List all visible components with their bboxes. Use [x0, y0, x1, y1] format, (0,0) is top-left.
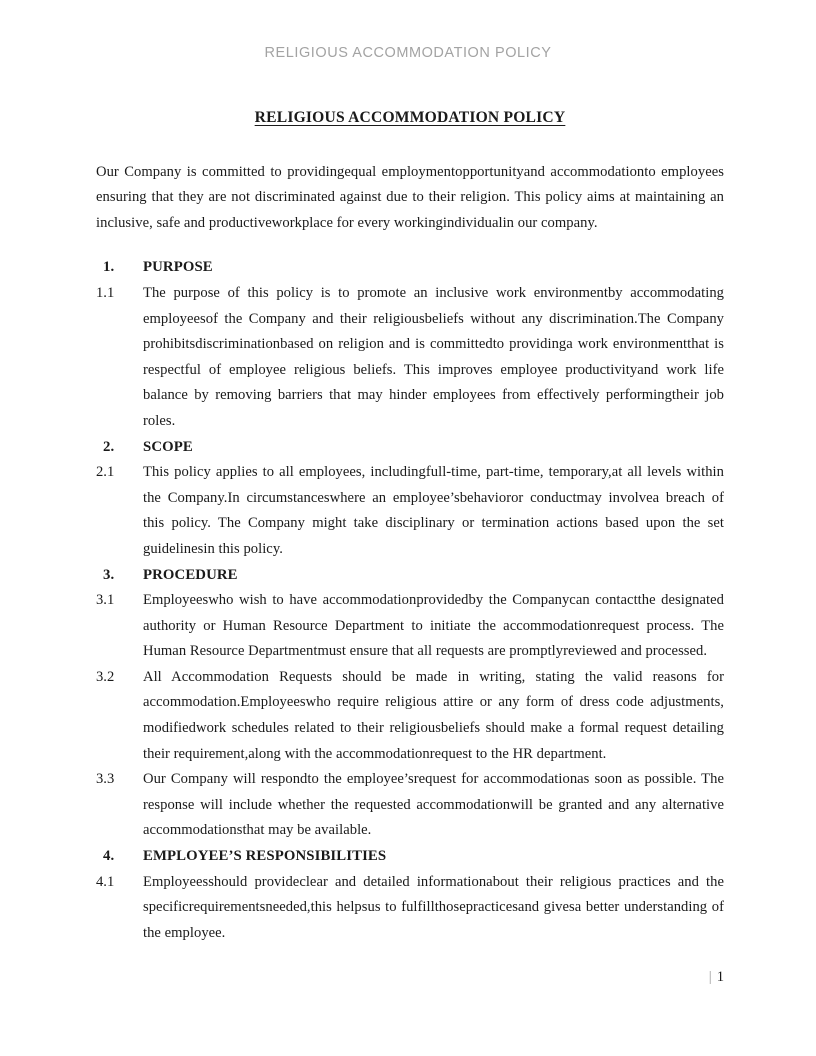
section-label: SCOPE — [143, 438, 193, 455]
clause-text: Employeeswho wish to have accommodationprovidedby the Companycan contactthe designated authority or Human Resource Department to initiate the accommodationrequest process. The Human Resource Departmentmust ensure that all requests are promptlyreviewed and processed. — [143, 592, 724, 660]
clause-text: This policy applies to all employees, includingfull-time, part-time, temporary,at all levels within the Company.In circumstanceswhere an employee’sbehavioror conductmay involvea breach of this policy. The Company might take disciplinary or termination actions based upon the set guidelinesin this policy. — [143, 464, 724, 557]
clause-3-3 — [96, 767, 724, 844]
intro-paragraph: Our Company is committed to providingequal employmentopportunityand accommodationto employees ensuring that they are not discriminated against due to their religion. This policy aims at maintaining an inclusive, safe and productiveworkplace for every workingindividualin our company. — [96, 163, 724, 231]
section-heading-procedure — [96, 563, 724, 589]
page-footer — [96, 968, 724, 986]
section-label: EMPLOYEE’S RESPONSIBILITIES — [143, 848, 387, 865]
clause-number: 3.3 — [96, 771, 115, 788]
page-title — [96, 0, 724, 126]
page-number: 1 — [716, 969, 724, 985]
section-heading-scope — [96, 435, 724, 461]
section-label: PROCEDURE — [143, 566, 238, 583]
clause-1-1 — [96, 281, 724, 435]
section-number: 2. — [103, 438, 115, 455]
section-heading-employee-responsibilities — [96, 844, 724, 870]
clause-number: 3.1 — [96, 592, 115, 609]
section-number: 1. — [103, 259, 115, 276]
footer-separator: | — [708, 969, 712, 985]
section-number: 3. — [103, 566, 115, 583]
section-spacer — [96, 236, 724, 255]
clause-4-1 — [96, 870, 724, 947]
section-heading-purpose — [96, 255, 724, 281]
clause-text: All Accommodation Requests should be made in writing, stating the valid reasons for accommodation.Employeeswho require religious attire or any form of dress code adjustments, modifiedwork schedules related to their religiousbeliefs should make a formal request detailing their requirement,along with the accommodationrequest to the HR department. — [143, 668, 724, 762]
clause-text: Employeesshould provideclear and detailed informationabout their religious practices and the specificrequirementsneeded,this helpsus to fulfillthosepracticesand givesa better understanding of the employee. — [143, 873, 724, 941]
page-title-text: RELIGIOUS ACCOMMODATION POLICY — [254, 109, 566, 126]
clause-number: 2.1 — [96, 464, 115, 481]
document-body — [96, 0, 724, 946]
running-header: RELIGIOUS ACCOMMODATION POLICY — [264, 45, 552, 61]
section-number: 4. — [103, 848, 115, 865]
section-label: PURPOSE — [143, 259, 213, 276]
clause-number: 4.1 — [96, 873, 115, 890]
clause-3-1 — [96, 588, 724, 665]
clause-text: The purpose of this policy is to promote an inclusive work environmentby accommodating employeesof the Company and their religiousbeliefs without any discrimination.The Company prohibitsdiscriminationbased on religion and is committedto providinga work environmentthat is respectful of employee religious beliefs. This improves employee productivityand work life balance by removing barriers that may hinder employees from effectively performingtheir job roles. — [143, 284, 724, 429]
clause-3-2 — [96, 665, 724, 767]
clause-number: 1.1 — [96, 284, 115, 301]
clause-2-1 — [96, 460, 724, 562]
clause-number: 3.2 — [96, 668, 115, 685]
clause-text: Our Company will respondto the employee’srequest for accommodationas soon as possible. The response will include whether the requested accommodationwill be granted and any alternative accommodationsthat may be available. — [143, 771, 724, 839]
